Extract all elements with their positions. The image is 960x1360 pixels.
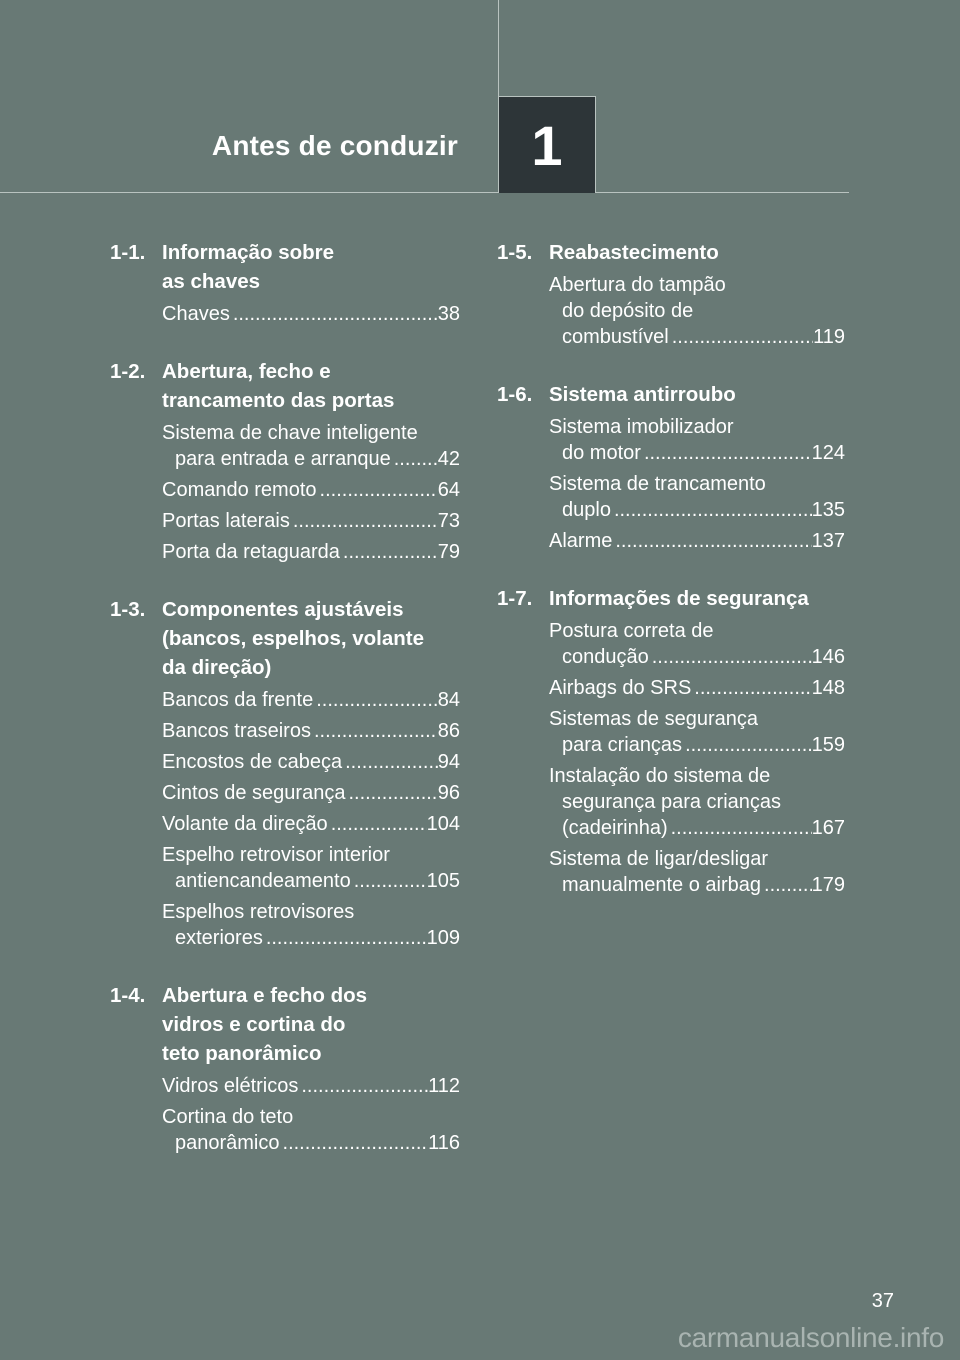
toc-entry-text: Bancos traseiros xyxy=(162,720,311,742)
toc-entry-text: para entrada e arranque xyxy=(175,448,391,470)
toc-entry-text: manualmente o airbag xyxy=(562,874,762,896)
header-horizontal-rule xyxy=(0,192,849,193)
toc-entry-line xyxy=(549,789,845,815)
toc-entry-text: Espelho retrovisor interior xyxy=(162,844,390,866)
toc-entry-page[interactable]: 119 xyxy=(813,326,845,348)
section-title-line: (bancos, espelhos, volante xyxy=(162,627,425,650)
section-title xyxy=(162,357,460,415)
toc-entry-text: Porta da retaguarda xyxy=(162,541,340,563)
toc-entry[interactable] xyxy=(549,471,845,523)
toc-entry-page[interactable]: 79 xyxy=(437,541,460,563)
toc-entry-line xyxy=(549,272,845,298)
toc-entry-line xyxy=(549,471,845,497)
dot-leader xyxy=(641,440,812,466)
toc-entry[interactable] xyxy=(162,301,460,327)
section-heading xyxy=(497,380,845,409)
toc-entry-text: condução xyxy=(562,646,649,668)
toc-section xyxy=(497,584,845,898)
dot-leader xyxy=(612,528,811,554)
section-title xyxy=(549,238,845,267)
toc-entry-text: para crianças xyxy=(562,734,683,756)
toc-entry-page[interactable]: 137 xyxy=(811,530,845,552)
section-number: 1-4. xyxy=(110,984,146,1007)
toc-entry[interactable] xyxy=(162,477,460,503)
toc-entry-line xyxy=(549,440,845,466)
section-number: 1-6. xyxy=(497,383,533,406)
toc-entry[interactable] xyxy=(549,675,845,701)
section-title-line: Abertura e fecho dos xyxy=(162,984,368,1007)
toc-entry-page[interactable]: 167 xyxy=(811,817,845,839)
toc-entry-page[interactable]: 73 xyxy=(437,510,460,532)
section-title-line: Sistema antirroubo xyxy=(549,383,736,406)
dot-leader xyxy=(311,718,438,744)
page-number: 37 xyxy=(871,1290,894,1312)
toc-entry-line xyxy=(162,301,460,327)
section-title-line: trancamento das portas xyxy=(162,389,395,412)
toc-entry-page[interactable]: 94 xyxy=(437,751,460,773)
toc-entry-line xyxy=(549,732,845,758)
dot-leader xyxy=(280,1130,429,1156)
toc-entry-text: Abertura do tampão xyxy=(549,274,726,296)
toc-entry-page[interactable]: 146 xyxy=(811,646,845,668)
toc-entry[interactable] xyxy=(549,528,845,554)
section-title xyxy=(162,981,460,1068)
toc-entry-page[interactable]: 38 xyxy=(437,303,460,325)
toc-entry-line xyxy=(162,899,460,925)
toc-entry-text: (cadeirinha) xyxy=(562,817,668,839)
toc-entry-line xyxy=(162,842,460,868)
toc-entry-text: combustível xyxy=(562,326,669,348)
chapter-number: 1 xyxy=(531,113,563,177)
section-number: 1-5. xyxy=(497,241,533,264)
toc-entry-text: Postura correta de xyxy=(549,620,714,642)
toc-entry[interactable] xyxy=(162,539,460,565)
dot-leader xyxy=(230,301,438,327)
toc-entry-text: Comando remoto xyxy=(162,479,317,501)
section-heading xyxy=(110,238,460,296)
toc-entry-line xyxy=(162,811,460,837)
toc-entry[interactable] xyxy=(162,508,460,534)
toc-entry-line xyxy=(162,420,460,446)
dot-leader xyxy=(391,446,438,472)
toc-section xyxy=(110,981,460,1156)
toc-entry-line xyxy=(549,644,845,670)
toc-entry-line xyxy=(162,1073,460,1099)
toc-entry-line xyxy=(549,815,845,841)
toc-entry-text: Sistemas de segurança xyxy=(549,708,759,730)
toc-entry-text: exteriores xyxy=(175,927,263,949)
section-title-line: da direção) xyxy=(162,656,272,679)
toc-entry-line xyxy=(162,539,460,565)
toc-entry[interactable] xyxy=(162,687,460,713)
section-heading xyxy=(110,981,460,1068)
toc-entry-line xyxy=(162,508,460,534)
toc-entry[interactable] xyxy=(549,706,845,758)
toc-entry[interactable] xyxy=(162,842,460,894)
toc-entry-text: Sistema de ligar/desligar xyxy=(549,848,768,870)
toc-entry[interactable] xyxy=(549,272,845,350)
toc-entry-line xyxy=(549,872,845,898)
toc-entry-line xyxy=(162,1104,460,1130)
dot-leader xyxy=(263,925,427,951)
toc-entry-page[interactable]: 112 xyxy=(428,1075,460,1097)
toc-entry[interactable] xyxy=(162,749,460,775)
toc-entry-page[interactable]: 42 xyxy=(437,448,460,470)
section-number: 1-7. xyxy=(497,587,533,610)
toc-entry-line xyxy=(162,446,460,472)
toc-entry-text: Encostos de cabeça xyxy=(162,751,343,773)
dot-leader xyxy=(290,508,438,534)
section-heading xyxy=(110,357,460,415)
dot-leader xyxy=(682,732,812,758)
toc-entry-page[interactable]: 116 xyxy=(428,1132,460,1154)
dot-leader xyxy=(761,872,812,898)
toc-entry-page[interactable]: 84 xyxy=(437,689,460,711)
toc-column-left xyxy=(110,238,460,1186)
toc-entry-text: Cintos de segurança xyxy=(162,782,346,804)
toc-entry-text: segurança para crianças xyxy=(562,791,782,813)
toc-entry-line xyxy=(162,780,460,806)
dot-leader xyxy=(611,497,812,523)
toc-entry-line xyxy=(549,706,845,732)
toc-entry-line xyxy=(162,718,460,744)
toc-entry-page[interactable]: 135 xyxy=(811,499,845,521)
dot-leader xyxy=(340,539,438,565)
toc-entry-page[interactable]: 105 xyxy=(426,870,460,892)
toc-entry[interactable] xyxy=(549,414,845,466)
toc-entry-line xyxy=(162,925,460,951)
dot-leader xyxy=(313,687,438,713)
toc-section xyxy=(110,595,460,951)
toc-entry-page[interactable]: 159 xyxy=(811,734,845,756)
toc-entry[interactable] xyxy=(162,420,460,472)
toc-entry[interactable] xyxy=(162,811,460,837)
toc-entry-text: Vidros elétricos xyxy=(162,1075,299,1097)
chapter-title: Antes de conduzir xyxy=(211,130,458,161)
toc-entry-text: Sistema imobilizador xyxy=(549,416,734,438)
dot-leader xyxy=(669,324,813,350)
toc-entry[interactable] xyxy=(162,899,460,951)
toc-entry-line xyxy=(549,846,845,872)
toc-entry-line xyxy=(549,497,845,523)
toc-entry-text: Volante da direção xyxy=(162,813,328,835)
toc-entry-page[interactable]: 64 xyxy=(437,479,460,501)
section-number: 1-3. xyxy=(110,598,146,621)
toc-entry[interactable] xyxy=(549,618,845,670)
toc-section xyxy=(497,380,845,554)
dot-leader xyxy=(328,811,427,837)
toc-entry-line xyxy=(549,324,845,350)
toc-entry-line xyxy=(162,1130,460,1156)
watermark: carmanualsonline.info xyxy=(677,1322,944,1353)
toc-entry-text: do motor xyxy=(562,442,641,464)
toc-entry-page[interactable]: 179 xyxy=(811,874,845,896)
section-number: 1-2. xyxy=(110,360,146,383)
section-title-line: Informação sobre xyxy=(162,241,335,264)
dot-leader xyxy=(649,644,812,670)
toc-column-right xyxy=(497,238,845,928)
section-title xyxy=(162,595,460,682)
dot-leader xyxy=(345,780,437,806)
toc-entry-text: duplo xyxy=(562,499,611,521)
section-title-line: Reabastecimento xyxy=(549,241,719,264)
section-title-line: teto panorâmico xyxy=(162,1042,322,1065)
toc-entry-text: do depósito de xyxy=(562,300,694,322)
toc-entry-line xyxy=(549,618,845,644)
toc-entry-line xyxy=(162,749,460,775)
section-title-line: as chaves xyxy=(162,270,261,293)
toc-entry-text: panorâmico xyxy=(175,1132,280,1154)
section-title-line: Informações de segurança xyxy=(549,587,809,610)
section-title-line: Abertura, fecho e xyxy=(162,360,331,383)
toc-entry[interactable] xyxy=(162,718,460,744)
toc-entry-page[interactable]: 96 xyxy=(437,782,460,804)
toc-entry-text: Sistema de chave inteligente xyxy=(162,422,418,444)
toc-entry[interactable] xyxy=(162,1073,460,1099)
section-heading xyxy=(497,584,845,613)
dot-leader xyxy=(668,815,812,841)
dot-leader xyxy=(691,675,811,701)
toc-entry-text: Chaves xyxy=(162,303,230,325)
toc-entry-line xyxy=(549,675,845,701)
toc-entry-line xyxy=(549,414,845,440)
toc-entry-text: Alarme xyxy=(549,530,613,552)
toc-entry-page[interactable]: 124 xyxy=(811,442,845,464)
toc-entry-page[interactable]: 148 xyxy=(811,677,845,699)
section-title xyxy=(549,584,845,613)
toc-entry-text: Espelhos retrovisores xyxy=(162,901,355,923)
section-heading xyxy=(497,238,845,267)
toc-entry-line xyxy=(549,528,845,554)
toc-entry-page[interactable]: 109 xyxy=(426,927,460,949)
section-heading xyxy=(110,595,460,682)
toc-entry-text: Airbags do SRS xyxy=(549,677,692,699)
toc-entry-text: Instalação do sistema de xyxy=(549,765,771,787)
toc-entry-line xyxy=(162,868,460,894)
toc-entry-text: Bancos da frente xyxy=(162,689,314,711)
toc-section xyxy=(497,238,845,350)
section-number: 1-1. xyxy=(110,241,146,264)
toc-entry-page[interactable]: 104 xyxy=(426,813,460,835)
dot-leader xyxy=(317,477,438,503)
toc-entry-line xyxy=(162,477,460,503)
toc-entry[interactable] xyxy=(162,780,460,806)
toc-entry[interactable] xyxy=(549,763,845,841)
dot-leader xyxy=(298,1073,428,1099)
toc-entry-text: antiencandeamento xyxy=(175,870,351,892)
section-title-line: Componentes ajustáveis xyxy=(162,598,404,621)
toc-section xyxy=(110,357,460,565)
toc-entry-line xyxy=(162,687,460,713)
toc-entry-text: Cortina do teto xyxy=(162,1106,294,1128)
section-title xyxy=(549,380,845,409)
section-title xyxy=(162,238,460,296)
chapter-number-badge xyxy=(499,96,596,193)
toc-entry-text: Sistema de trancamento xyxy=(549,473,766,495)
section-title-line: vidros e cortina do xyxy=(162,1013,346,1036)
toc-section xyxy=(110,238,460,327)
dot-leader xyxy=(351,868,427,894)
toc-entry-line xyxy=(549,298,845,324)
dot-leader xyxy=(342,749,438,775)
toc-entry-text: Portas laterais xyxy=(162,510,290,532)
toc-entry-page[interactable]: 86 xyxy=(437,720,460,742)
toc-entry-line xyxy=(549,763,845,789)
toc-entry[interactable] xyxy=(549,846,845,898)
toc-entry[interactable] xyxy=(162,1104,460,1156)
